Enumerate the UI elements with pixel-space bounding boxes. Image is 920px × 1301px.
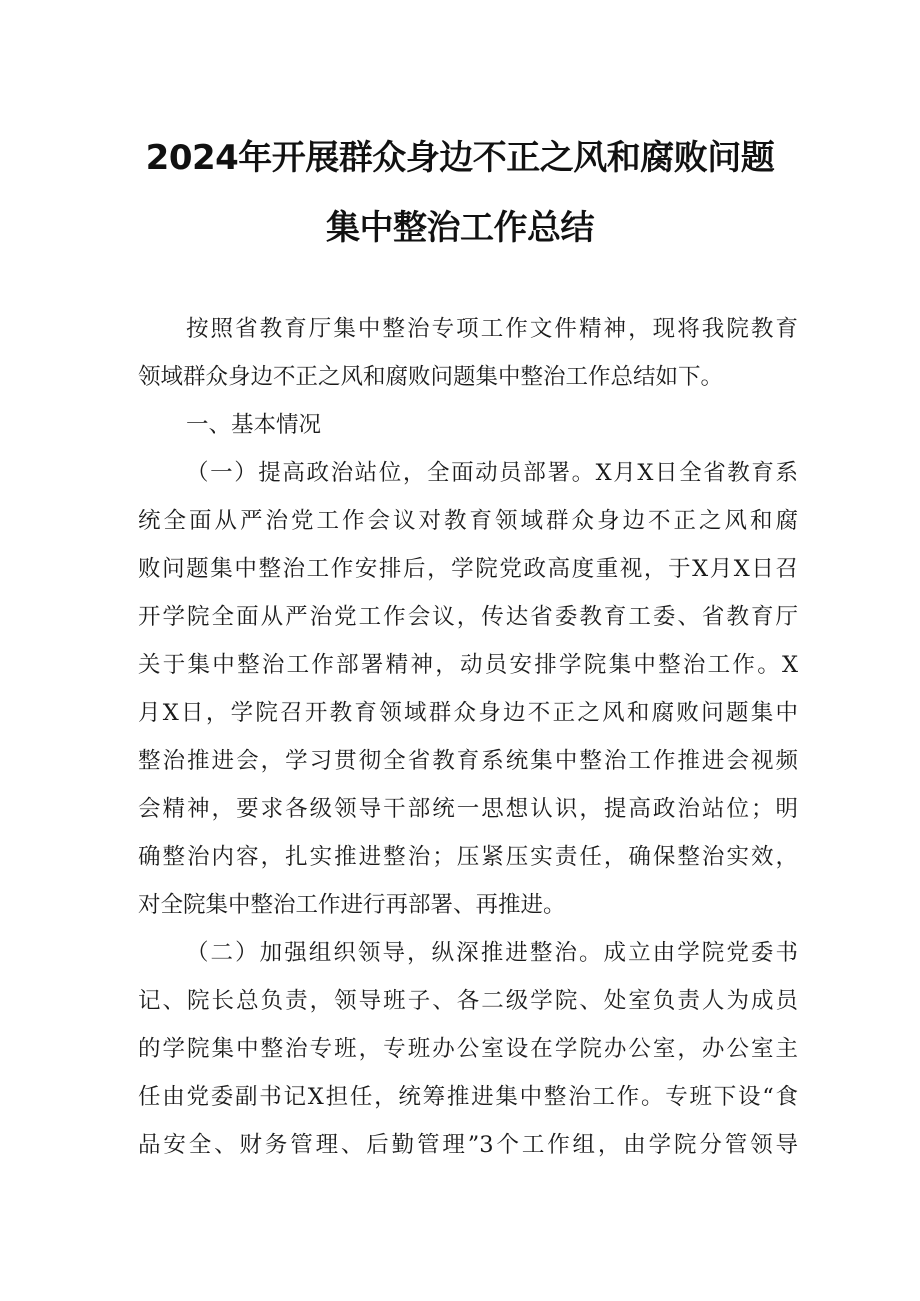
body-line: 的学院集中整治专班，专班办公室设在学院办公室，办公室主 [138,1036,798,1062]
body-line: 关于集中整治工作部署精神，动员安排学院集中整治工作。X [138,652,798,678]
body-line: 月X日，学院召开教育领域群众身边不正之风和腐败问题集中 [138,700,798,726]
subsection-paragraph-line: （一）提高政治站位，全面动员部署。X月X日全省教育系 [186,460,798,486]
body-line: 任由党委副书记X担任，统筹推进集中整治工作。专班下设“食 [138,1084,798,1110]
body-line: 领域群众身边不正之风和腐败问题集中整治工作总结如下。 [138,364,724,390]
section-heading: 一、基本情况 [186,412,322,438]
body-line: 品安全、财务管理、后勤管理”3个工作组，由学院分管领导 [138,1132,798,1158]
body-line: 记、院长总负责，领导班子、各二级学院、处室负责人为成员 [138,988,798,1014]
body-line: 确整治内容，扎实推进整治；压紧压实责任，确保整治实效， [138,844,798,870]
body-line: 对全院集中整治工作进行再部署、再推进。 [138,892,566,918]
body-line: 开学院全面从严治党工作会议，传达省委教育工委、省教育厅 [138,604,798,630]
document-title-line-1: 2024年开展群众身边不正之风和腐败问题 [145,138,775,178]
body-line: 会精神，要求各级领导干部统一思想认识，提高政治站位；明 [138,796,798,822]
document-title-line-2: 集中整治工作总结 [326,208,594,248]
body-line: 统全面从严治党工作会议对教育领域群众身边不正之风和腐 [138,508,798,534]
body-line: 整治推进会，学习贯彻全省教育系统集中整治工作推进会视频 [138,748,798,774]
body-line: 按照省教育厅集中整治专项工作文件精神，现将我院教育 [186,316,798,342]
subsection-paragraph-line: （二）加强组织领导，纵深推进整治。成立由学院党委书 [186,940,798,966]
body-line: 败问题集中整治工作安排后，学院党政高度重视，于X月X日召 [138,556,798,582]
